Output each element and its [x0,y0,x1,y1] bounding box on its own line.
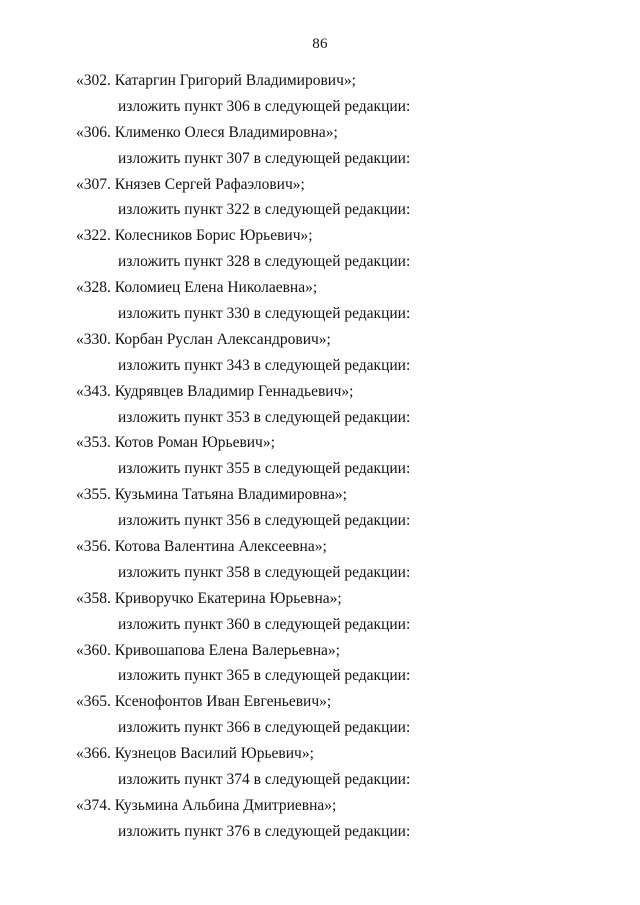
list-entry: «374. Кузьмина Альбина Дмитриевна»; [76,796,337,814]
amendment-instruction: изложить пункт 360 в следующей редакции: [118,615,411,633]
amendment-instruction: изложить пункт 376 в следующей редакции: [118,822,411,840]
list-entry: «360. Кривошапова Елена Валерьевна»; [76,641,340,659]
list-entry: «302. Катаргин Григорий Владимирович»; [76,72,356,89]
list-entry: «358. Криворучко Екатерина Юрьевна»; [76,589,342,607]
list-entry: «306. Клименко Олеся Владимировна»; [76,123,338,141]
list-entry: «365. Ксенофонтов Иван Евгеньевич»; [76,693,332,711]
list-entry: «353. Котов Роман Юрьевич»; [76,434,275,452]
list-entry: «355. Кузьмина Татьяна Владимировна»; [76,486,347,504]
amendment-instruction: изложить пункт 328 в следующей редакции: [118,253,411,271]
amendment-instruction: изложить пункт 374 в следующей редакции: [118,771,411,789]
amendment-instruction: изложить пункт 330 в следующей редакции: [118,305,411,323]
list-entry: «307. Князев Сергей Рафаэлович»; [76,175,305,193]
page-number: 86 [312,36,328,52]
amendment-instruction: изложить пункт 365 в следующей редакции: [118,667,411,685]
list-entry: «330. Корбан Руслан Александрович»; [76,330,331,348]
amendment-instruction: изложить пункт 343 в следующей редакции: [118,356,411,374]
amendment-instruction: изложить пункт 358 в следующей редакции: [118,563,411,581]
amendment-instruction: изложить пункт 353 в следующей редакции: [118,408,411,426]
amendment-instruction: изложить пункт 366 в следующей редакции: [118,719,411,737]
amendment-instruction: изложить пункт 307 в следующей редакции: [118,149,411,167]
list-entry: «343. Кудрявцев Владимир Геннадьевич»; [76,382,354,400]
list-entry: «366. Кузнецов Василий Юрьевич»; [76,745,314,763]
amendment-instruction: изложить пункт 355 в следующей редакции: [118,460,411,478]
amendment-instruction: изложить пункт 322 в следующей редакции: [118,201,411,219]
list-entry: «356. Котова Валентина Алексеевна»; [76,538,327,556]
amendment-instruction: изложить пункт 306 в следующей редакции: [118,97,411,115]
amendment-instruction: изложить пункт 356 в следующей редакции: [118,512,411,530]
document-body [0,68,640,845]
list-entry: «328. Коломиец Елена Николаевна»; [76,279,318,297]
list-entry: «322. Колесников Борис Юрьевич»; [76,227,313,245]
